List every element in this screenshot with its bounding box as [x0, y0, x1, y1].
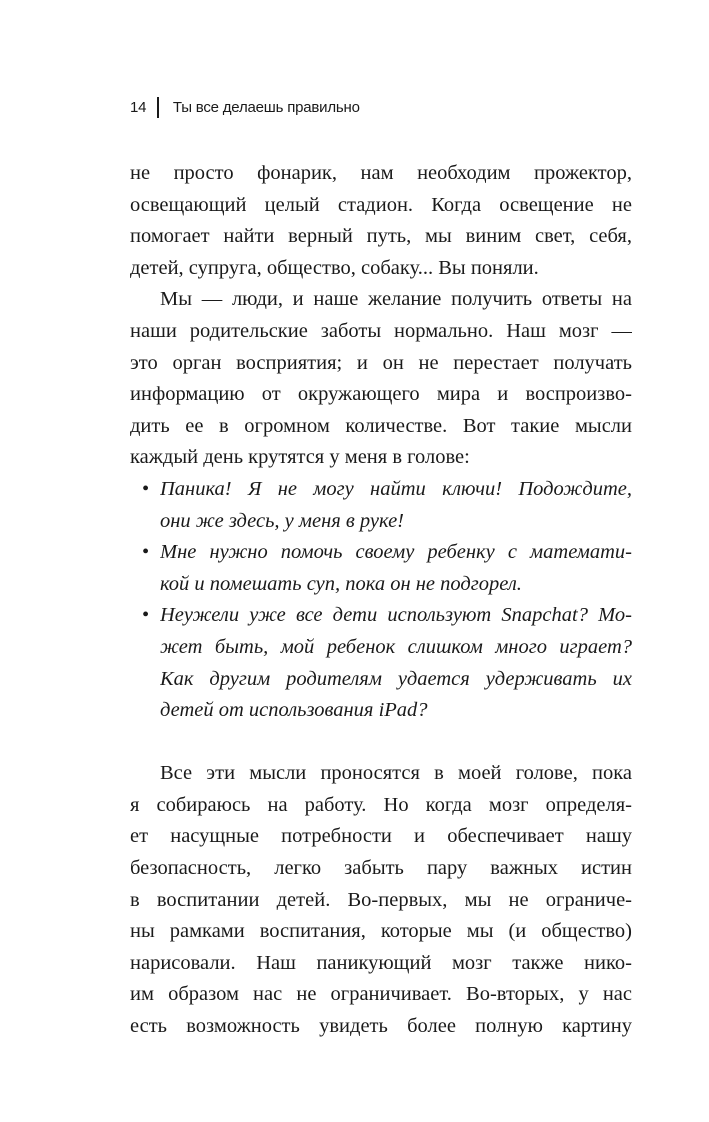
page-number: 14: [130, 98, 147, 116]
body-text: [130, 158, 632, 1043]
bullet-list: [130, 474, 632, 727]
text-line: они же здесь, у меня в руке!: [160, 509, 405, 532]
text-line: кой и помешать суп, пока он не подгорел.: [160, 572, 522, 595]
text-line: освещающий целый стадион. Когда освещение не: [130, 193, 632, 216]
text-line: информацию от окружающего мира и воспроизво-: [130, 383, 632, 406]
text-line: каждый день крутятся у меня в голове:: [130, 446, 470, 469]
text-line: нарисовали. Наш паникующий мозг также нико-: [130, 951, 632, 974]
text-line: Неужели уже все дети используют Snapchat? Мо-: [160, 604, 632, 627]
bullet-item: [130, 474, 632, 537]
bullet-marker: •: [142, 604, 150, 627]
text-line: есть возможность увидеть более полную картину: [130, 1015, 632, 1038]
paragraph-spacer: [130, 727, 632, 759]
text-line: помогает найти верный путь, мы виним свет, себя,: [130, 225, 632, 248]
text-line: Как другим родителям удается удерживать их: [160, 667, 632, 690]
bullet-item: [130, 600, 632, 726]
text-line: Мы — люди, и наше желание получить ответы на: [160, 288, 632, 311]
running-head: [130, 96, 360, 118]
book-title: Ты все делаешь правильно: [172, 98, 360, 116]
bullet-marker: •: [142, 477, 150, 500]
header-divider: [157, 97, 159, 118]
text-line: детей от использования iPad?: [160, 699, 428, 722]
paragraph-3: [130, 758, 632, 1042]
text-line: Паника! Я не могу найти ключи! Подождите,: [160, 477, 632, 500]
text-line: ет насущные потребности и обеспечивает нашу: [130, 825, 632, 848]
bullet-item: [130, 537, 632, 600]
text-line: детей, супруга, общество, собаку... Вы поняли.: [130, 256, 539, 279]
text-line: ны рамками воспитания, которые мы (и общество): [130, 920, 632, 943]
text-line: жет быть, мой ребенок слишком много играет?: [160, 635, 632, 658]
text-line: дить ее в огромном количестве. Вот такие мысли: [130, 414, 632, 437]
text-line: наши родительские заботы нормально. Наш мозг —: [130, 319, 632, 342]
bullet-marker: •: [142, 541, 150, 564]
text-line: им образом нас не ограничивает. Во-вторых, у нас: [130, 983, 632, 1006]
paragraph-2: [130, 284, 632, 474]
paragraph-1: [130, 158, 632, 284]
text-line: Все эти мысли проносятся в моей голове, пока: [160, 762, 632, 785]
text-line: в воспитании детей. Во-первых, мы не ограниче-: [130, 888, 632, 911]
text-line: Мне нужно помочь своему ребенку с математи-: [160, 541, 632, 564]
text-line: это орган восприятия; и он не перестает получать: [130, 351, 632, 374]
text-line: я собираюсь на работу. Но когда мозг определя-: [130, 793, 632, 816]
text-line: безопасность, легко забыть пару важных истин: [130, 857, 632, 880]
text-line: не просто фонарик, нам необходим прожектор,: [130, 162, 632, 184]
